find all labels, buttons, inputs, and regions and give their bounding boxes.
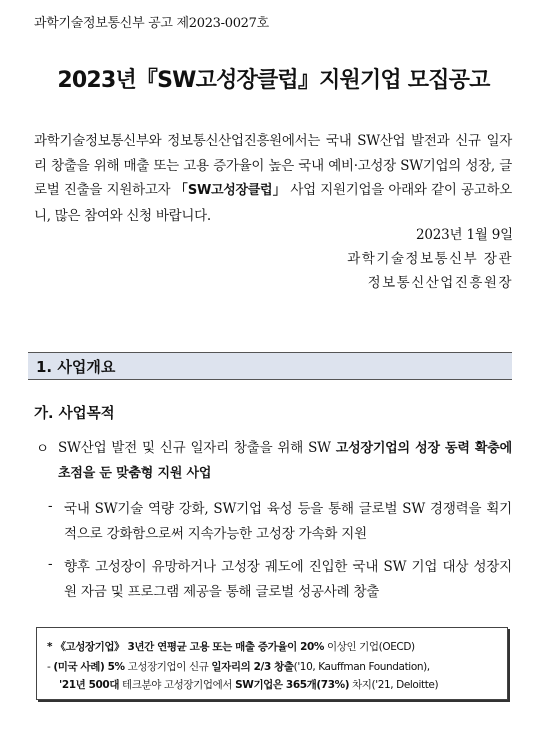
footnote-deloitte-source: 차지('21, Deloitte)	[349, 679, 439, 691]
bullet-main-text: SW산업 발전 및 신규 일자리 창출을 위해 SW	[58, 440, 336, 456]
footnote-us-source: ('10, Kauffman Foundation),	[293, 661, 430, 673]
footnote-dash: -	[47, 661, 54, 673]
bullet-main-purpose	[58, 436, 512, 486]
footnote-us-case	[47, 659, 499, 674]
intro-text-2: 사업 지원기업을 아래와 같이 공고하오니, 많은 참여와 신청 바랍니다.	[34, 182, 512, 224]
section-header-bar	[28, 352, 512, 380]
footnote-jobs-bold: 일자리의 2/3 창출	[211, 661, 294, 673]
footnote-definition-bold: * 《고성장기업》 3년간 연평균 고용 또는 매출 증가율이 20%	[47, 641, 325, 653]
bullet-sub-1: 국내 SW기술 역량 강화, SW기업 육성 등을 통해 글로벌 SW 경쟁력을 획기적으로 강화함으로써 지속가능한 고성장 가속화 지원	[64, 501, 512, 542]
footnote-us-text: 고성장기업이 신규	[124, 661, 212, 673]
footnote-definition	[47, 639, 499, 654]
footnote-tech-text: 테크분야 고성장기업에서	[119, 679, 236, 691]
signatory-minister: 과학기술정보통신부 장관	[347, 251, 513, 267]
notice-number: 과학기술정보통신부 공고 제2023-0027호	[34, 16, 269, 31]
signatory-president: 정보통신산업진흥원장	[367, 275, 513, 291]
page-title: 2023년『SW고성장클럽』지원기업 모집공고	[57, 68, 490, 93]
program-name: 「SW고성장클럽」	[174, 183, 286, 198]
intro-paragraph	[34, 129, 512, 228]
footnote-deloitte	[59, 677, 499, 692]
intro-text-1: 과학기술정보통신부와 정보통신산업진흥원에서는 국내 SW산업 발전과 신규 일자리 창출을 위해 매출 또는 고용 증가율이 높은 국내 예비·고성장 SW기업의 성장, 글로벌 진출을 지원하고자	[34, 133, 512, 198]
section-title: 1. 사업개요	[36, 358, 116, 376]
bullet-main-bold: 고성장기업의 성장 동력 확충에 초점을 둔 맞춤형 지원 사업	[58, 441, 512, 481]
bullet-sub-2: 향후 고성장이 유망하거나 고성장 궤도에 진입한 국내 SW 기업 대상 성장지원 자금 및 프로그램 제공을 통해 글로벌 성공사례 창출	[64, 559, 512, 600]
announcement-date: 2023년 1월 9일	[415, 227, 513, 243]
dash-bullet-marker: -	[48, 556, 53, 572]
footnote-top500-bold: '21년 500대	[59, 679, 120, 691]
footnote-us-bold: (미국 사례) 5%	[53, 661, 125, 673]
footnote-sw-bold: SW기업은 365개(73%)	[235, 679, 350, 691]
subsection-title: 가. 사업목적	[34, 406, 115, 422]
dash-bullet-marker: -	[48, 498, 53, 514]
circle-bullet-marker: ㅇ	[36, 441, 50, 457]
footnote-definition-text: 이상인 기업(OECD)	[324, 641, 415, 653]
footnote-box	[36, 627, 508, 700]
